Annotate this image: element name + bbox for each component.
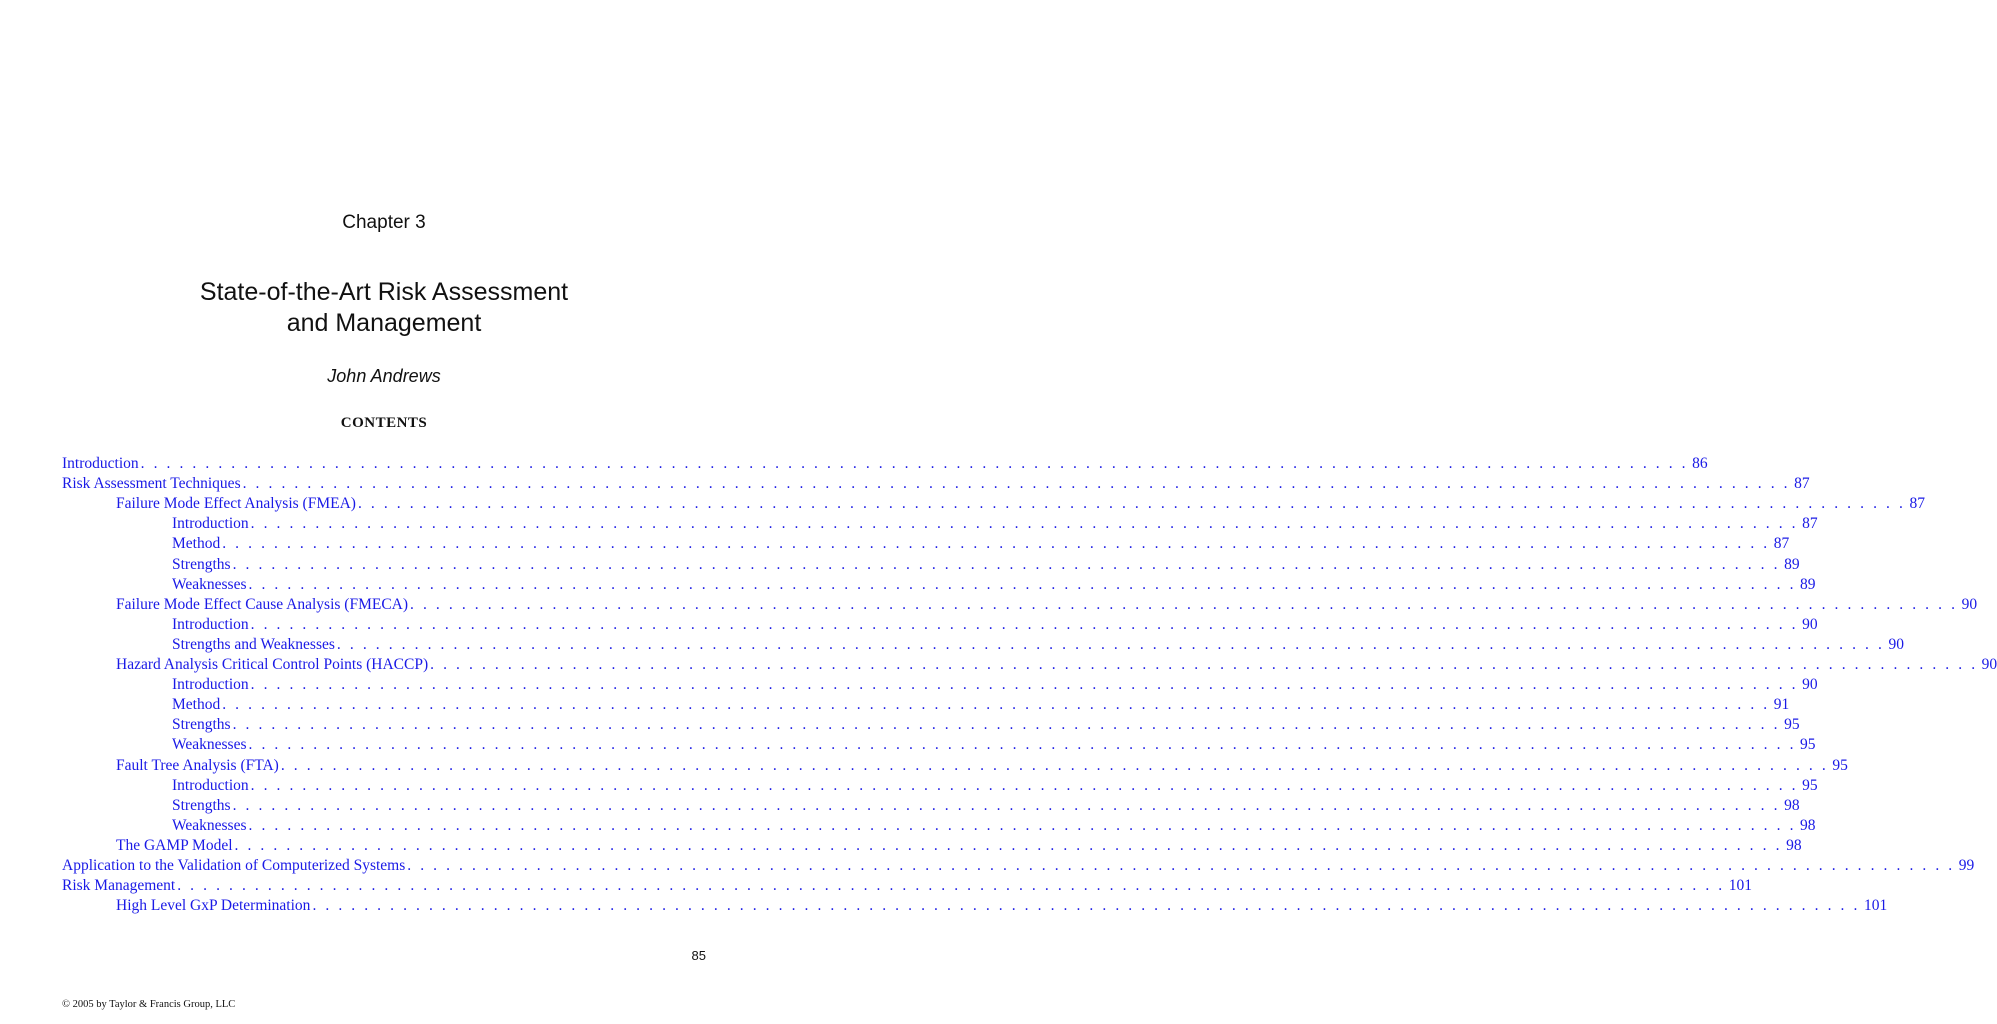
toc-entry-title: Failure Mode Effect Analysis (FMEA) <box>116 495 356 513</box>
toc-entry-page: 98 <box>1800 816 1816 834</box>
toc-entry-title: Failure Mode Effect Cause Analysis (FMECA) <box>116 595 409 613</box>
toc-entry-page: 89 <box>1800 575 1816 593</box>
toc-entry-page: 101 <box>1728 877 1752 895</box>
toc-dot-leader: . . . . . . . . . . . . . . . . . . . . . . . . . . . . . . . . . . . . . . . . . . . . . . . . . . . . . . . . . . . . . . . . . . . . . . . . . . . . . . . . . . . . . . . . . . . . . . . . . . . . . . . . . . . . . . . . . . . . . . . . <box>430 656 1978 673</box>
toc-entry[interactable] <box>172 635 1904 655</box>
toc-dot-leader: . . . . . . . . . . . . . . . . . . . . . . . . . . . . . . . . . . . . . . . . . . . . . . . . . . . . . . . . . . . . . . . . . . . . . . . . . . . . . . . . . . . . . . . . . . . . . . . . . . . . . . . . . . . . . . . . . . . . . . . . <box>312 897 1860 915</box>
toc-entry[interactable] <box>62 454 1708 474</box>
toc-entry[interactable] <box>172 715 1800 735</box>
toc-entry[interactable] <box>172 675 1818 695</box>
toc-dot-leader: . . . . . . . . . . . . . . . . . . . . . . . . . . . . . . . . . . . . . . . . . . . . . . . . . . . . . . . . . . . . . . . . . . . . . . . . . . . . . . . . . . . . . . . . . . . . . . . . . . . . . . . . . . . . . . . . . . . . . . . . <box>248 575 1797 593</box>
toc-entry-title: The GAMP Model <box>116 836 233 854</box>
page-number: 85 <box>691 948 706 963</box>
toc-dot-leader: . . . . . . . . . . . . . . . . . . . . . . . . . . . . . . . . . . . . . . . . . . . . . . . . . . . . . . . . . . . . . . . . . . . . . . . . . . . . . . . . . . . . . . . . . . . . . . . . . . . . . . . . . . . . . . . . . . . . . . . . <box>232 796 1781 814</box>
toc-entry-title: Strengths <box>172 716 231 734</box>
chapter-title <box>0 277 768 339</box>
toc-dot-leader: . . . . . . . . . . . . . . . . . . . . . . . . . . . . . . . . . . . . . . . . . . . . . . . . . . . . . . . . . . . . . . . . . . . . . . . . . . . . . . . . . . . . . . . . . . . . . . . . . . . . . . . . . . . . . . . . . . . . . . . . <box>222 535 1770 553</box>
toc-entry-page: 90 <box>1961 595 1978 613</box>
chapter-title-line-2: and Management <box>286 309 482 337</box>
toc-dot-leader: . . . . . . . . . . . . . . . . . . . . . . . . . . . . . . . . . . . . . . . . . . . . . . . . . . . . . . . . . . . . . . . . . . . . . . . . . . . . . . . . . . . . . . . . . . . . . . . . . . . . . . . . . . . . . . . . . . . . . . . . <box>410 595 1958 613</box>
toc-dot-leader: . . . . . . . . . . . . . . . . . . . . . . . . . . . . . . . . . . . . . . . . . . . . . . . . . . . . . . . . . . . . . . . . . . . . . . . . . . . . . . . . . . . . . . . . . . . . . . . . . . . . . . . . . . . . . . . . . . . . . . . . <box>357 495 1906 513</box>
chapter-label: Chapter 3 <box>342 212 426 233</box>
toc-entry-title: Method <box>172 535 221 553</box>
toc-dot-leader: . . . . . . . . . . . . . . . . . . . . . . . . . . . . . . . . . . . . . . . . . . . . . . . . . . . . . . . . . . . . . . . . . . . . . . . . . . . . . . . . . . . . . . . . . . . . . . . . . . . . . . . . . . . . . . . . . . . . . . . . <box>248 736 1797 754</box>
toc-entry-title: Strengths <box>172 555 231 573</box>
toc-entry[interactable] <box>172 514 1818 534</box>
toc-entry[interactable] <box>172 615 1818 635</box>
toc-entry-page: 95 <box>1832 756 1848 774</box>
toc-entry-page: 95 <box>1800 736 1816 754</box>
toc-entry-title: Strengths <box>172 796 231 814</box>
toc-entry-page: 90 <box>1802 615 1818 633</box>
toc-entry-title: Weaknesses <box>172 816 247 834</box>
toc-entry[interactable] <box>116 836 1802 856</box>
toc-entry-title: Application to the Validation of Computerized Systems <box>62 857 406 874</box>
toc-dot-leader: . . . . . . . . . . . . . . . . . . . . . . . . . . . . . . . . . . . . . . . . . . . . . . . . . . . . . . . . . . . . . . . . . . . . . . . . . . . . . . . . . . . . . . . . . . . . . . . . . . . . . . . . . . . . . . . . . . . . . . . . <box>234 836 1783 854</box>
chapter-title-line-1: State-of-the-Art Risk Assessment <box>199 278 569 306</box>
copyright-notice: © 2005 by Taylor & Francis Group, LLC <box>62 999 236 1010</box>
toc-entry-page: 95 <box>1802 776 1818 794</box>
toc-entry[interactable] <box>172 735 1816 755</box>
toc-dot-leader: . . . . . . . . . . . . . . . . . . . . . . . . . . . . . . . . . . . . . . . . . . . . . . . . . . . . . . . . . . . . . . . . . . . . . . . . . . . . . . . . . . . . . . . . . . . . . . . . . . . . . . . . . . . . . . . . . . . . . . . . <box>222 696 1770 714</box>
toc-entry[interactable] <box>172 534 1790 554</box>
toc-entry-page: 101 <box>1863 897 1888 915</box>
toc-entry-page: 95 <box>1784 716 1800 734</box>
toc-entry-page: 87 <box>1773 535 1790 553</box>
toc-entry[interactable] <box>62 876 1752 896</box>
toc-entry[interactable] <box>172 575 1816 595</box>
toc-entry[interactable] <box>172 555 1800 575</box>
toc-entry[interactable] <box>172 695 1790 715</box>
toc-entry-title: Risk Assessment Techniques <box>62 475 241 493</box>
toc-entry-title: Introduction <box>172 776 249 794</box>
toc-entry-page: 99 <box>1958 857 1975 874</box>
toc-entry-title: Method <box>172 696 221 714</box>
toc-entry[interactable] <box>172 816 1816 836</box>
toc-dot-leader: . . . . . . . . . . . . . . . . . . . . . . . . . . . . . . . . . . . . . . . . . . . . . . . . . . . . . . . . . . . . . . . . . . . . . . . . . . . . . . . . . . . . . . . . . . . . . . . . . . . . . . . . . . . . . . . . . . . . . . . . <box>280 756 1829 774</box>
toc-entry[interactable] <box>172 796 1800 816</box>
toc-entry[interactable] <box>116 756 1848 776</box>
contents-heading: CONTENTS <box>340 415 428 431</box>
toc-dot-leader: . . . . . . . . . . . . . . . . . . . . . . . . . . . . . . . . . . . . . . . . . . . . . . . . . . . . . . . . . . . . . . . . . . . . . . . . . . . . . . . . . . . . . . . . . . . . . . . . . . . . . . . . . . . . . . . . . . . . . . . . <box>232 716 1781 734</box>
toc-entry-page: 90 <box>1981 656 1997 673</box>
toc-dot-leader: . . . . . . . . . . . . . . . . . . . . . . . . . . . . . . . . . . . . . . . . . . . . . . . . . . . . . . . . . . . . . . . . . . . . . . . . . . . . . . . . . . . . . . . . . . . . . . . . . . . . . . . . . . . . . . . . . . . . . . . . <box>242 475 1791 493</box>
toc-entry[interactable] <box>62 474 1810 494</box>
toc-dot-leader: . . . . . . . . . . . . . . . . . . . . . . . . . . . . . . . . . . . . . . . . . . . . . . . . . . . . . . . . . . . . . . . . . . . . . . . . . . . . . . . . . . . . . . . . . . . . . . . . . . . . . . . . . . . . . . . . . . . . . . . . <box>140 455 1689 472</box>
toc-entry[interactable] <box>116 655 1997 675</box>
toc-dot-leader: . . . . . . . . . . . . . . . . . . . . . . . . . . . . . . . . . . . . . . . . . . . . . . . . . . . . . . . . . . . . . . . . . . . . . . . . . . . . . . . . . . . . . . . . . . . . . . . . . . . . . . . . . . . . . . . . . . . . . . . . <box>250 676 1799 694</box>
toc-entry-page: 90 <box>1802 676 1818 694</box>
toc-dot-leader: . . . . . . . . . . . . . . . . . . . . . . . . . . . . . . . . . . . . . . . . . . . . . . . . . . . . . . . . . . . . . . . . . . . . . . . . . . . . . . . . . . . . . . . . . . . . . . . . . . . . . . . . . . . . . . . . . . . . . . . . <box>248 816 1797 834</box>
toc-entry-title: Introduction <box>172 515 249 533</box>
toc-entry-title: Weaknesses <box>172 736 247 754</box>
toc-entry-title: Introduction <box>172 676 249 694</box>
toc-entry[interactable] <box>172 776 1818 796</box>
toc-entry-page: 98 <box>1786 836 1802 854</box>
toc-dot-leader: . . . . . . . . . . . . . . . . . . . . . . . . . . . . . . . . . . . . . . . . . . . . . . . . . . . . . . . . . . . . . . . . . . . . . . . . . . . . . . . . . . . . . . . . . . . . . . . . . . . . . . . . . . . . . . . . . . . . . . . . <box>232 555 1781 573</box>
toc-entry-page: 98 <box>1784 796 1800 814</box>
toc-entry-title: Strengths and Weaknesses <box>172 635 335 653</box>
toc-entry-page: 87 <box>1794 475 1810 493</box>
toc-entry[interactable] <box>116 494 1925 514</box>
toc-entry-page: 90 <box>1888 635 1904 653</box>
toc-entry-page: 86 <box>1692 455 1708 472</box>
toc-entry-page: 89 <box>1784 555 1800 573</box>
toc-entry[interactable] <box>62 856 1975 876</box>
toc-entry-title: Introduction <box>62 455 139 472</box>
toc-entry-title: High Level GxP Determination <box>116 897 311 915</box>
toc-dot-leader: . . . . . . . . . . . . . . . . . . . . . . . . . . . . . . . . . . . . . . . . . . . . . . . . . . . . . . . . . . . . . . . . . . . . . . . . . . . . . . . . . . . . . . . . . . . . . . . . . . . . . . . . . . . . . . . . . . . . . . . . <box>250 515 1799 533</box>
toc-entry-title: Hazard Analysis Critical Control Points (HACCP) <box>116 656 429 673</box>
toc-entry[interactable] <box>116 896 1888 916</box>
toc-entry-title: Weaknesses <box>172 575 247 593</box>
toc-dot-leader: . . . . . . . . . . . . . . . . . . . . . . . . . . . . . . . . . . . . . . . . . . . . . . . . . . . . . . . . . . . . . . . . . . . . . . . . . . . . . . . . . . . . . . . . . . . . . . . . . . . . . . . . . . . . . . . . . . . . . . . . <box>336 635 1885 653</box>
toc-entry-page: 91 <box>1773 696 1790 714</box>
toc-dot-leader: . . . . . . . . . . . . . . . . . . . . . . . . . . . . . . . . . . . . . . . . . . . . . . . . . . . . . . . . . . . . . . . . . . . . . . . . . . . . . . . . . . . . . . . . . . . . . . . . . . . . . . . . . . . . . . . . . . . . . . . . <box>407 857 1955 874</box>
author-name: John Andrews <box>327 366 441 386</box>
toc-entry-page: 87 <box>1802 515 1818 533</box>
toc-dot-leader: . . . . . . . . . . . . . . . . . . . . . . . . . . . . . . . . . . . . . . . . . . . . . . . . . . . . . . . . . . . . . . . . . . . . . . . . . . . . . . . . . . . . . . . . . . . . . . . . . . . . . . . . . . . . . . . . . . . . . . . . <box>250 615 1799 633</box>
toc-dot-leader: . . . . . . . . . . . . . . . . . . . . . . . . . . . . . . . . . . . . . . . . . . . . . . . . . . . . . . . . . . . . . . . . . . . . . . . . . . . . . . . . . . . . . . . . . . . . . . . . . . . . . . . . . . . . . . . . . . . . . . . . <box>177 877 1725 895</box>
toc-entry-title: Introduction <box>172 615 249 633</box>
toc-dot-leader: . . . . . . . . . . . . . . . . . . . . . . . . . . . . . . . . . . . . . . . . . . . . . . . . . . . . . . . . . . . . . . . . . . . . . . . . . . . . . . . . . . . . . . . . . . . . . . . . . . . . . . . . . . . . . . . . . . . . . . . . <box>250 776 1799 794</box>
toc-entry-page: 87 <box>1909 495 1925 513</box>
toc-entry-title: Risk Management <box>62 877 176 895</box>
toc-entry[interactable] <box>116 595 1978 615</box>
toc-entry-title: Fault Tree Analysis (FTA) <box>116 756 279 774</box>
